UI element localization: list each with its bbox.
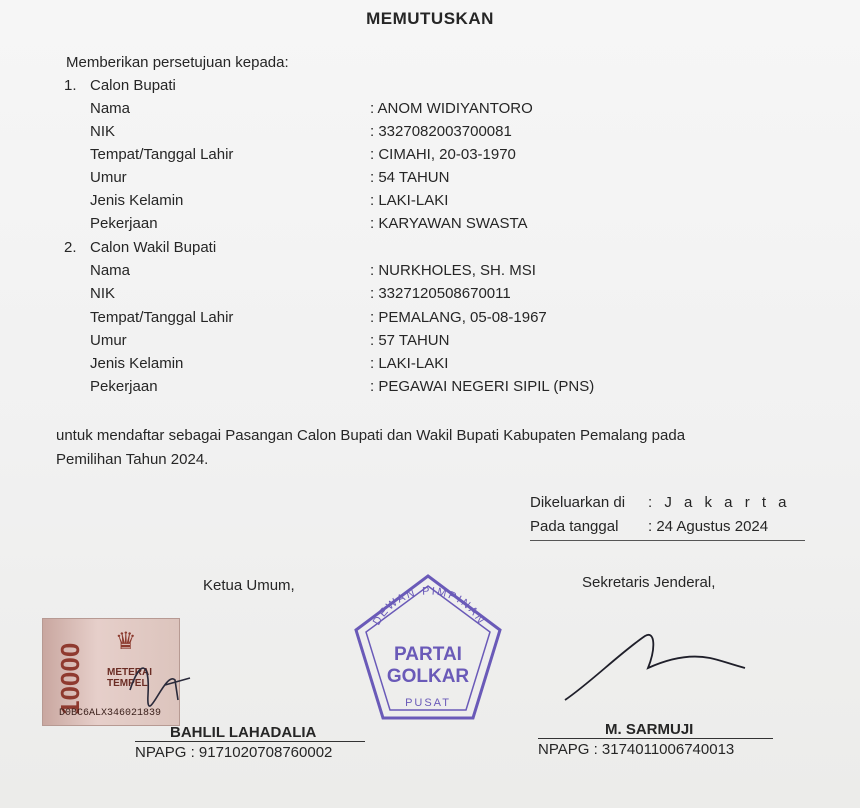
meterai-serial: D0BC6ALX346021839 <box>59 708 162 719</box>
field-value: : ANOM WIDIYANTORO <box>370 100 533 117</box>
issued-date <box>530 518 768 535</box>
candidate-2-number: 2. <box>64 239 77 256</box>
right-signature-line <box>538 738 773 739</box>
purpose-line-1: untuk mendaftar sebagai Pasangan Calon Bupati dan Wakil Bupati Kabupaten Pemalang pada <box>56 427 686 444</box>
left-signature-icon <box>120 650 200 710</box>
field-label: Jenis Kelamin <box>90 192 184 209</box>
stamp-bottom-text: PUSAT <box>405 697 451 709</box>
meterai-label: METERAI TEMPEL <box>107 667 152 689</box>
candidate-1-role: Calon Bupati <box>90 77 176 94</box>
purpose-line-2: Pemilihan Tahun 2024. <box>56 451 209 468</box>
meterai-value: 10000 <box>55 642 85 716</box>
left-signatory-npapg: NPAPG : 9171020708760002 <box>135 744 333 761</box>
garuda-emblem-icon: ♛ <box>115 628 137 655</box>
intro-text: Memberikan persetujuan kepada: <box>66 54 289 71</box>
issued-place-label: Dikeluarkan di <box>530 494 626 511</box>
field-value: : 57 TAHUN <box>370 332 450 349</box>
right-signature-icon <box>560 628 750 708</box>
field-label: Pekerjaan <box>90 378 158 395</box>
field-value: : LAKI-LAKI <box>370 355 449 372</box>
stamp-line-1: PARTAI <box>394 644 462 665</box>
field-value: : 54 TAHUN <box>370 169 450 186</box>
issued-place <box>530 494 791 511</box>
issued-date-value: : 24 Agustus 2024 <box>648 518 769 535</box>
field-value: : PEGAWAI NEGERI SIPIL (PNS) <box>370 378 595 395</box>
field-value: : KARYAWAN SWASTA <box>370 215 528 232</box>
candidate-2-role: Calon Wakil Bupati <box>90 239 217 256</box>
field-value: : LAKI-LAKI <box>370 192 449 209</box>
issued-place-value: : J a k a r t a <box>648 494 791 511</box>
field-label: Tempat/Tanggal Lahir <box>90 146 234 163</box>
candidate-1-number: 1. <box>64 77 77 94</box>
left-signatory-role: Ketua Umum, <box>203 577 295 594</box>
field-value: : PEMALANG, 05-08-1967 <box>370 309 547 326</box>
field-value: : 3327120508670011 <box>370 285 511 302</box>
right-signatory-npapg: NPAPG : 3174011006740013 <box>538 741 735 758</box>
field-label: Pekerjaan <box>90 215 158 232</box>
issued-date-label: Pada tanggal <box>530 518 619 535</box>
field-value: : CIMAHI, 20-03-1970 <box>370 146 516 163</box>
field-label: Umur <box>90 332 127 349</box>
field-label: Nama <box>90 100 131 117</box>
document-heading: MEMUTUSKAN <box>366 9 494 28</box>
field-value: : 3327082003700081 <box>370 123 512 140</box>
field-label: NIK <box>90 285 116 302</box>
right-signatory-name: M. SARMUJI <box>605 721 694 738</box>
stamp-arc-text: DEWAN PIMPINAN <box>370 585 488 628</box>
field-label: Jenis Kelamin <box>90 355 184 372</box>
stamp-line-2: GOLKAR <box>386 666 470 687</box>
field-label: Nama <box>90 262 131 279</box>
field-label: Tempat/Tanggal Lahir <box>90 309 234 326</box>
left-signature-line <box>135 741 365 742</box>
field-label: NIK <box>90 123 116 140</box>
right-signatory-role: Sekretaris Jenderal, <box>582 574 716 591</box>
date-underline <box>530 540 805 541</box>
field-value: : NURKHOLES, SH. MSI <box>370 262 536 279</box>
field-label: Umur <box>90 169 127 186</box>
party-stamp <box>352 572 504 724</box>
left-signatory-name: BAHLIL LAHADALIA <box>170 724 317 741</box>
